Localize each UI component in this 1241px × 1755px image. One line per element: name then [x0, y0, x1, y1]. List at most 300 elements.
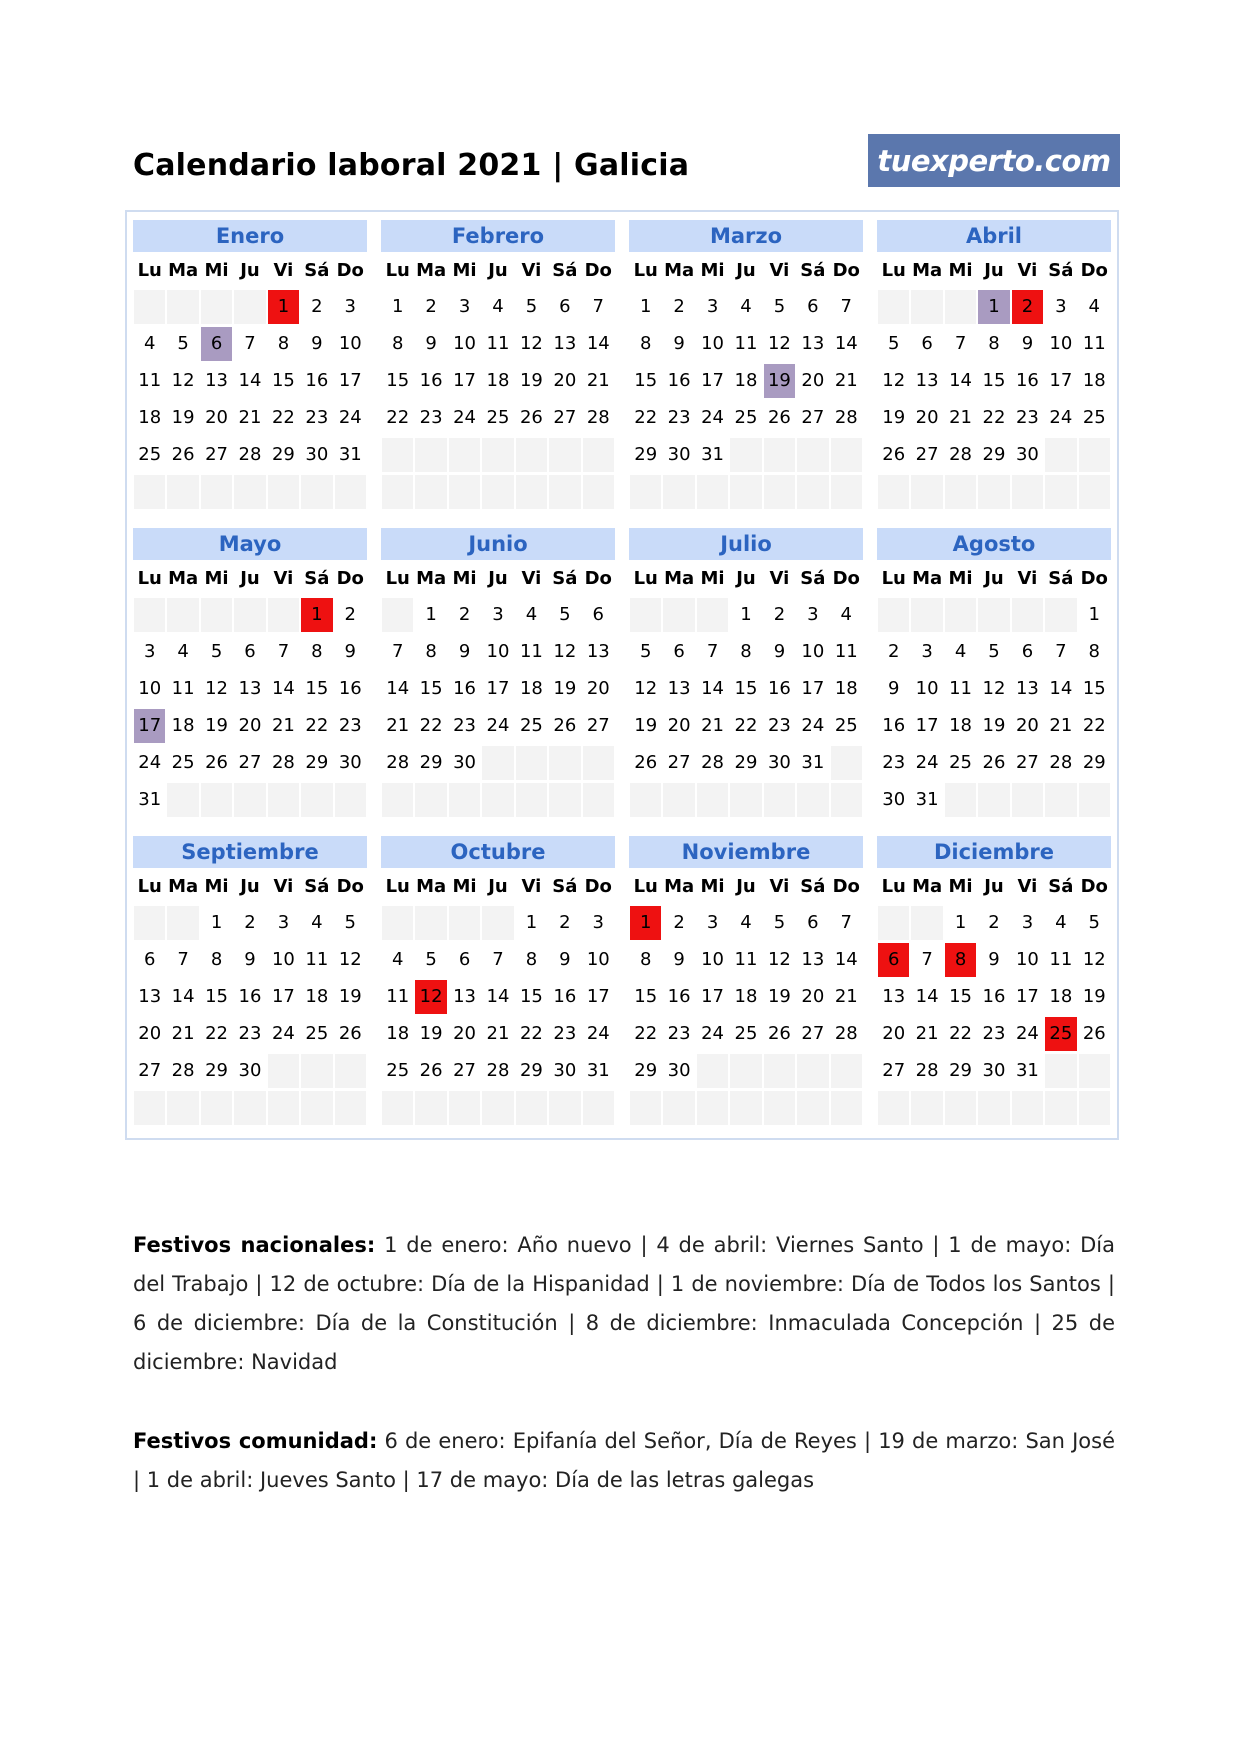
day-cell: 5: [415, 943, 446, 977]
empty-day-cell: [134, 290, 165, 324]
brand-logo: tuexperto.com: [868, 134, 1120, 187]
day-cell: 17: [482, 672, 513, 706]
day-cell: 11: [482, 327, 513, 361]
day-cell: 31: [583, 1054, 614, 1088]
day-cell: 13: [201, 364, 232, 398]
empty-day-cell: [335, 783, 366, 817]
weekday-header: [629, 253, 863, 289]
day-cell: 13: [797, 943, 828, 977]
month-febrero: [381, 220, 615, 511]
empty-day-cell: [415, 1091, 446, 1125]
day-cell: 24: [1045, 401, 1076, 435]
national-holidays-text: 1 de enero: Año nuevo | 4 de abril: Viernes Santo | 1 de mayo: Día del Trabajo | 12 de octubre: Día de la Hispanidad | 1 de noviembre: Día de Todos los Santos | 6 de diciembre: Día de la Constitución | 8 de diciembre: Inmaculada Concepción | 25 de diciembre: Navidad: [133, 1233, 1115, 1374]
weekday-label: Ju: [240, 568, 260, 589]
day-cell: 7: [583, 290, 614, 324]
month-name: Diciembre: [877, 836, 1111, 868]
day-cell: 28: [697, 746, 728, 780]
day-cell: 14: [583, 327, 614, 361]
month-junio: [381, 528, 615, 819]
weekday-label: Do: [1080, 876, 1108, 897]
day-cell: 13: [663, 672, 694, 706]
weekday-label: Vi: [521, 260, 542, 281]
day-cell: 22: [978, 401, 1009, 435]
weekday-label: Do: [832, 260, 860, 281]
regional-holidays-label: Festivos comunidad:: [133, 1429, 378, 1453]
day-grid: [629, 905, 863, 1127]
weekday-label: Do: [832, 568, 860, 589]
day-cell: 3: [268, 906, 299, 940]
day-cell: 25: [730, 1017, 761, 1051]
day-cell: 4: [1079, 290, 1110, 324]
weekday-label: Sá: [800, 568, 826, 589]
day-cell: 18: [831, 672, 862, 706]
empty-day-cell: [1079, 783, 1110, 817]
day-cell: 26: [549, 709, 580, 743]
day-cell: 22: [268, 401, 299, 435]
empty-day-cell: [382, 475, 413, 509]
weekday-label: Mi: [948, 876, 973, 897]
empty-day-cell: [1012, 598, 1043, 632]
day-cell: 12: [764, 327, 795, 361]
day-cell: 4: [482, 290, 513, 324]
day-cell: 20: [797, 364, 828, 398]
day-cell: 12: [335, 943, 366, 977]
day-cell: 27: [911, 438, 942, 472]
empty-day-cell: [697, 598, 728, 632]
day-cell: 12: [167, 364, 198, 398]
day-cell: 21: [831, 980, 862, 1014]
empty-day-cell: [549, 438, 580, 472]
empty-day-cell: [234, 783, 265, 817]
day-cell: 20: [878, 1017, 909, 1051]
day-cell: 27: [134, 1054, 165, 1088]
day-cell: 19: [764, 980, 795, 1014]
empty-day-cell: [1079, 1054, 1110, 1088]
day-cell: 19: [978, 709, 1009, 743]
day-cell: 3: [134, 635, 165, 669]
day-cell: 30: [549, 1054, 580, 1088]
weekday-label: Ju: [488, 260, 508, 281]
weekday-label: Mi: [452, 876, 477, 897]
day-cell: 22: [301, 709, 332, 743]
month-agosto: [877, 528, 1111, 819]
day-grid: [133, 905, 367, 1127]
day-cell: 21: [911, 1017, 942, 1051]
day-cell: 11: [167, 672, 198, 706]
day-cell: 4: [730, 290, 761, 324]
day-cell: 1: [730, 598, 761, 632]
day-cell: 2: [978, 906, 1009, 940]
weekday-label: Ju: [984, 876, 1004, 897]
empty-day-cell: [583, 438, 614, 472]
day-cell: 13: [1012, 672, 1043, 706]
day-cell: 9: [335, 635, 366, 669]
weekday-label: Ma: [416, 568, 447, 589]
weekday-label: Ju: [736, 260, 756, 281]
empty-day-cell: [583, 783, 614, 817]
day-cell: 12: [549, 635, 580, 669]
day-cell: 21: [1045, 709, 1076, 743]
empty-day-cell: [878, 906, 909, 940]
day-cell: 21: [697, 709, 728, 743]
day-cell: 25: [301, 1017, 332, 1051]
day-cell: 28: [945, 438, 976, 472]
day-cell: 16: [978, 980, 1009, 1014]
weekday-label: Vi: [1017, 260, 1038, 281]
weekday-label: Mi: [452, 568, 477, 589]
empty-day-cell: [730, 475, 761, 509]
day-grid: [629, 597, 863, 819]
regional-holiday-day: 17: [134, 709, 165, 743]
weekday-label: Ma: [168, 260, 199, 281]
day-cell: 4: [382, 943, 413, 977]
day-cell: 26: [764, 401, 795, 435]
empty-day-cell: [268, 598, 299, 632]
empty-day-cell: [797, 1054, 828, 1088]
empty-day-cell: [663, 783, 694, 817]
day-cell: 27: [549, 401, 580, 435]
day-cell: 8: [201, 943, 232, 977]
day-cell: 9: [1012, 327, 1043, 361]
month-octubre: [381, 836, 615, 1127]
empty-day-cell: [167, 783, 198, 817]
empty-day-cell: [549, 475, 580, 509]
weekday-label: Sá: [552, 260, 578, 281]
weekday-label: Vi: [273, 568, 294, 589]
empty-day-cell: [482, 1091, 513, 1125]
day-cell: 26: [335, 1017, 366, 1051]
day-cell: 8: [1079, 635, 1110, 669]
day-cell: 4: [945, 635, 976, 669]
page-title: Calendario laboral 2021 | Galicia: [133, 148, 690, 183]
day-cell: 25: [831, 709, 862, 743]
empty-day-cell: [797, 1091, 828, 1125]
day-cell: 26: [516, 401, 547, 435]
day-cell: 10: [797, 635, 828, 669]
empty-day-cell: [301, 475, 332, 509]
weekday-label: Vi: [769, 568, 790, 589]
empty-day-cell: [831, 746, 862, 780]
day-cell: 22: [630, 1017, 661, 1051]
day-grid: [133, 597, 367, 819]
weekday-label: Vi: [273, 260, 294, 281]
day-cell: 3: [482, 598, 513, 632]
weekday-label: Lu: [633, 260, 658, 281]
day-cell: 5: [764, 290, 795, 324]
day-cell: 10: [134, 672, 165, 706]
day-cell: 13: [878, 980, 909, 1014]
day-cell: 7: [697, 635, 728, 669]
day-cell: 20: [549, 364, 580, 398]
weekday-label: Mi: [700, 876, 725, 897]
weekday-label: Lu: [385, 260, 410, 281]
day-cell: 6: [797, 906, 828, 940]
day-cell: 26: [978, 746, 1009, 780]
empty-day-cell: [945, 598, 976, 632]
day-cell: 25: [382, 1054, 413, 1088]
weekday-label: Lu: [137, 876, 162, 897]
day-cell: 20: [797, 980, 828, 1014]
day-cell: 7: [911, 943, 942, 977]
empty-day-cell: [482, 438, 513, 472]
day-cell: 15: [382, 364, 413, 398]
empty-day-cell: [583, 1091, 614, 1125]
day-cell: 17: [697, 980, 728, 1014]
day-cell: 31: [911, 783, 942, 817]
month-name: Agosto: [877, 528, 1111, 560]
day-cell: 6: [797, 290, 828, 324]
day-cell: 6: [549, 290, 580, 324]
day-cell: 23: [764, 709, 795, 743]
day-cell: 2: [764, 598, 795, 632]
day-cell: 25: [167, 746, 198, 780]
month-name: Marzo: [629, 220, 863, 252]
day-cell: 18: [482, 364, 513, 398]
day-cell: 23: [878, 746, 909, 780]
weekday-label: Do: [584, 260, 612, 281]
empty-day-cell: [382, 783, 413, 817]
weekday-label: Mi: [204, 260, 229, 281]
weekday-label: Mi: [948, 260, 973, 281]
weekday-label: Lu: [385, 568, 410, 589]
empty-day-cell: [201, 598, 232, 632]
empty-day-cell: [449, 475, 480, 509]
day-cell: 3: [1045, 290, 1076, 324]
empty-day-cell: [945, 783, 976, 817]
weekday-label: Do: [336, 568, 364, 589]
empty-day-cell: [730, 438, 761, 472]
day-cell: 16: [764, 672, 795, 706]
weekday-label: Lu: [881, 876, 906, 897]
day-cell: 15: [978, 364, 1009, 398]
day-cell: 23: [663, 1017, 694, 1051]
day-cell: 17: [1045, 364, 1076, 398]
empty-day-cell: [831, 475, 862, 509]
day-grid: [629, 289, 863, 511]
day-cell: 23: [449, 709, 480, 743]
day-cell: 2: [663, 906, 694, 940]
empty-day-cell: [301, 783, 332, 817]
day-cell: 31: [1012, 1054, 1043, 1088]
day-cell: 31: [697, 438, 728, 472]
day-cell: 14: [482, 980, 513, 1014]
weekday-label: Ju: [240, 876, 260, 897]
empty-day-cell: [415, 438, 446, 472]
weekday-label: Sá: [1048, 568, 1074, 589]
day-cell: 26: [630, 746, 661, 780]
day-cell: 1: [630, 290, 661, 324]
day-cell: 17: [268, 980, 299, 1014]
day-cell: 3: [335, 290, 366, 324]
empty-day-cell: [516, 1091, 547, 1125]
weekday-label: Sá: [800, 260, 826, 281]
empty-day-cell: [449, 438, 480, 472]
day-cell: 26: [878, 438, 909, 472]
day-cell: 10: [1045, 327, 1076, 361]
weekday-label: Ju: [984, 568, 1004, 589]
national-holiday-day: 1: [630, 906, 661, 940]
weekday-label: Ju: [984, 260, 1004, 281]
weekday-label: Ma: [168, 568, 199, 589]
day-cell: 16: [449, 672, 480, 706]
weekday-label: Lu: [881, 568, 906, 589]
day-cell: 17: [1012, 980, 1043, 1014]
day-cell: 22: [201, 1017, 232, 1051]
day-cell: 18: [516, 672, 547, 706]
national-holiday-day: 1: [301, 598, 332, 632]
weekday-label: Sá: [800, 876, 826, 897]
day-cell: 24: [268, 1017, 299, 1051]
day-cell: 4: [516, 598, 547, 632]
day-cell: 11: [1079, 327, 1110, 361]
day-cell: 21: [831, 364, 862, 398]
day-cell: 28: [583, 401, 614, 435]
weekday-label: Mi: [700, 260, 725, 281]
day-cell: 27: [797, 401, 828, 435]
day-cell: 7: [382, 635, 413, 669]
day-cell: 4: [831, 598, 862, 632]
day-cell: 18: [134, 401, 165, 435]
day-cell: 9: [234, 943, 265, 977]
empty-day-cell: [234, 475, 265, 509]
empty-day-cell: [201, 290, 232, 324]
weekday-label: Lu: [633, 876, 658, 897]
empty-day-cell: [697, 475, 728, 509]
day-cell: 7: [482, 943, 513, 977]
day-cell: 8: [978, 327, 1009, 361]
day-cell: 22: [945, 1017, 976, 1051]
day-grid: [877, 905, 1111, 1127]
day-cell: 14: [831, 327, 862, 361]
empty-day-cell: [764, 1091, 795, 1125]
month-abril: [877, 220, 1111, 511]
empty-day-cell: [482, 746, 513, 780]
day-cell: 5: [878, 327, 909, 361]
national-holiday-day: 12: [415, 980, 446, 1014]
empty-day-cell: [911, 906, 942, 940]
day-cell: 28: [382, 746, 413, 780]
day-cell: 14: [234, 364, 265, 398]
day-cell: 24: [583, 1017, 614, 1051]
day-cell: 26: [201, 746, 232, 780]
day-cell: 12: [878, 364, 909, 398]
empty-day-cell: [549, 783, 580, 817]
day-cell: 30: [978, 1054, 1009, 1088]
empty-day-cell: [730, 1091, 761, 1125]
day-cell: 29: [301, 746, 332, 780]
day-cell: 23: [549, 1017, 580, 1051]
weekday-header: [133, 869, 367, 905]
day-cell: 24: [797, 709, 828, 743]
empty-day-cell: [1045, 1054, 1076, 1088]
day-cell: 28: [234, 438, 265, 472]
weekday-header: [133, 253, 367, 289]
weekday-label: Sá: [1048, 260, 1074, 281]
day-cell: 9: [663, 943, 694, 977]
day-cell: 10: [449, 327, 480, 361]
day-cell: 16: [335, 672, 366, 706]
empty-day-cell: [1045, 783, 1076, 817]
empty-day-cell: [697, 783, 728, 817]
day-cell: 30: [663, 1054, 694, 1088]
day-cell: 21: [482, 1017, 513, 1051]
day-cell: 23: [335, 709, 366, 743]
empty-day-cell: [697, 1091, 728, 1125]
day-cell: 5: [335, 906, 366, 940]
day-cell: 18: [945, 709, 976, 743]
day-cell: 18: [730, 364, 761, 398]
empty-day-cell: [449, 906, 480, 940]
empty-day-cell: [697, 1054, 728, 1088]
day-cell: 31: [134, 783, 165, 817]
empty-day-cell: [482, 475, 513, 509]
day-cell: 28: [831, 401, 862, 435]
day-cell: 1: [1079, 598, 1110, 632]
day-cell: 10: [1012, 943, 1043, 977]
weekday-label: Ma: [912, 876, 943, 897]
empty-day-cell: [878, 1091, 909, 1125]
weekday-header: [381, 561, 615, 597]
day-cell: 29: [201, 1054, 232, 1088]
day-cell: 6: [134, 943, 165, 977]
weekday-label: Sá: [552, 568, 578, 589]
day-cell: 11: [831, 635, 862, 669]
day-cell: 26: [1079, 1017, 1110, 1051]
empty-day-cell: [911, 290, 942, 324]
empty-day-cell: [1045, 438, 1076, 472]
day-cell: 31: [335, 438, 366, 472]
day-cell: 25: [482, 401, 513, 435]
day-cell: 19: [516, 364, 547, 398]
day-cell: 19: [335, 980, 366, 1014]
empty-day-cell: [764, 438, 795, 472]
weekday-label: Ju: [488, 568, 508, 589]
empty-day-cell: [449, 783, 480, 817]
empty-day-cell: [234, 598, 265, 632]
day-cell: 7: [831, 906, 862, 940]
empty-day-cell: [945, 475, 976, 509]
day-cell: 3: [911, 635, 942, 669]
weekday-label: Sá: [552, 876, 578, 897]
weekday-label: Mi: [700, 568, 725, 589]
month-mayo: [133, 528, 367, 819]
weekday-label: Ju: [736, 568, 756, 589]
day-cell: 29: [945, 1054, 976, 1088]
empty-day-cell: [335, 1091, 366, 1125]
day-cell: 26: [415, 1054, 446, 1088]
empty-day-cell: [449, 1091, 480, 1125]
national-holiday-day: 8: [945, 943, 976, 977]
day-cell: 15: [301, 672, 332, 706]
day-cell: 1: [945, 906, 976, 940]
day-cell: 24: [134, 746, 165, 780]
weekday-label: Lu: [137, 260, 162, 281]
national-holiday-day: 2: [1012, 290, 1043, 324]
day-cell: 29: [516, 1054, 547, 1088]
day-cell: 10: [482, 635, 513, 669]
day-cell: 9: [878, 672, 909, 706]
national-holiday-day: 25: [1045, 1017, 1076, 1051]
day-cell: 10: [697, 327, 728, 361]
day-cell: 29: [630, 1054, 661, 1088]
day-grid: [381, 289, 615, 511]
empty-day-cell: [134, 1091, 165, 1125]
day-cell: 13: [134, 980, 165, 1014]
day-cell: 11: [134, 364, 165, 398]
day-cell: 21: [583, 364, 614, 398]
weekday-label: Mi: [204, 568, 229, 589]
day-cell: 9: [663, 327, 694, 361]
